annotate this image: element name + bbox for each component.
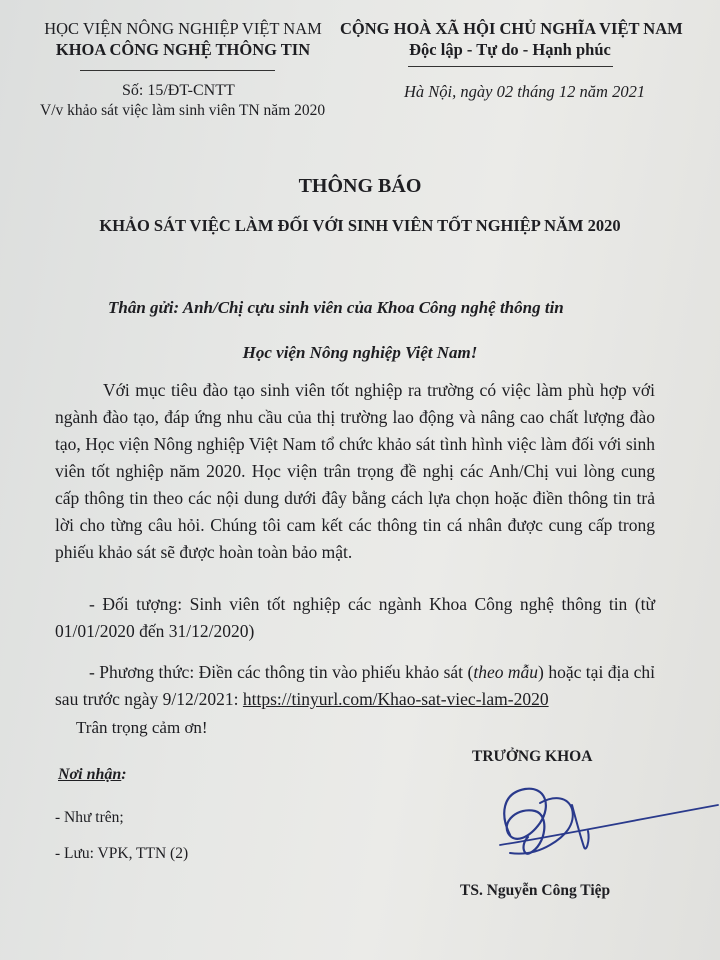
national-motto: Độc lập - Tự do - Hạnh phúc (409, 40, 611, 59)
recipient-item: - Lưu: VPK, TTN (2) (55, 845, 189, 862)
method-item (55, 659, 655, 713)
method-middle: ) hoặc tại địa chỉ sau trước ngày 9/12/2021: (55, 662, 655, 709)
survey-link[interactable]: https://tinyurl.com/Khao-sat-viec-lam-2020 (242, 689, 549, 709)
institution-name: HỌC VIỆN NÔNG NGHIỆP VIỆT NAM (44, 19, 322, 38)
document-subtitle: KHẢO SÁT VIỆC LÀM ĐỐI VỚI SINH VIÊN TỐT NGHIỆP NĂM 2020 (99, 216, 621, 235)
recipient-item: - Như trên; (55, 809, 124, 826)
signer-title: TRƯỞNG KHOA (472, 748, 593, 765)
method-prefix: - Phương thức: Điền các thông tin vào phiếu khảo sát ( (89, 662, 474, 682)
method-italic: theo mẫu (473, 662, 539, 682)
signer-name: TS. Nguyễn Công Tiệp (460, 882, 611, 899)
header-right-underline (408, 66, 613, 67)
recipients-label-text: Nơi nhận (58, 766, 122, 783)
document-title: THÔNG BÁO (298, 175, 422, 197)
document-number: Số: 15/ĐT-CNTT (122, 82, 235, 99)
greeting-line-2: Học viện Nông nghiệp Việt Nam! (242, 343, 478, 362)
place-date: Hà Nội, ngày 02 tháng 12 năm 2021 (404, 82, 646, 101)
body-paragraph: Với mục tiêu đào tạo sinh viên tốt nghiệp ra trường có việc làm phù hợp với ngành đào tạo, đáp ứng nhu cầu của thị trường lao động và nâng cao chất lượng đào tạo, Học viện Nông nghiệp Việt Nam tổ chức khảo sát tình hình việc làm đối với sinh viên tốt nghiệp năm 2020. Học viện trân trọng đề nghị các Anh/Chị vui lòng cung cấp thông tin theo các nội dung dưới đây bằng cách lựa chọn hoặc điền thông tin trả lời cho từng câu hỏi. Chúng tôi cam kết các thông tin cá nhân được cung cấp trong phiếu khảo sát sẽ được hoàn toàn bảo mật. (55, 380, 655, 562)
greeting-line-1: Thân gửi: Anh/Chị cựu sinh viên của Khoa Công nghệ thông tin (108, 298, 564, 317)
target-item: - Đối tượng: Sinh viên tốt nghiệp các ngành Khoa Công nghệ thông tin (từ 01/01/2020 đến 31/12/2020) (55, 594, 655, 641)
national-title: CỘNG HOÀ XÃ HỘI CHỦ NGHĨA VIỆT NAM (340, 19, 683, 38)
recipients-label (58, 766, 127, 784)
national-header (340, 18, 683, 60)
header-left-underline (80, 70, 275, 71)
issuer-header (18, 18, 348, 60)
faculty-name: KHOA CÔNG NGHỆ THÔNG TIN (55, 40, 311, 59)
document-subject: V/v khảo sát việc làm sinh viên TN năm 2020 (40, 102, 326, 119)
closing-text: Trân trọng cảm ơn! (76, 718, 208, 737)
handwritten-signature (480, 775, 720, 890)
recipients-colon: : (121, 766, 127, 783)
